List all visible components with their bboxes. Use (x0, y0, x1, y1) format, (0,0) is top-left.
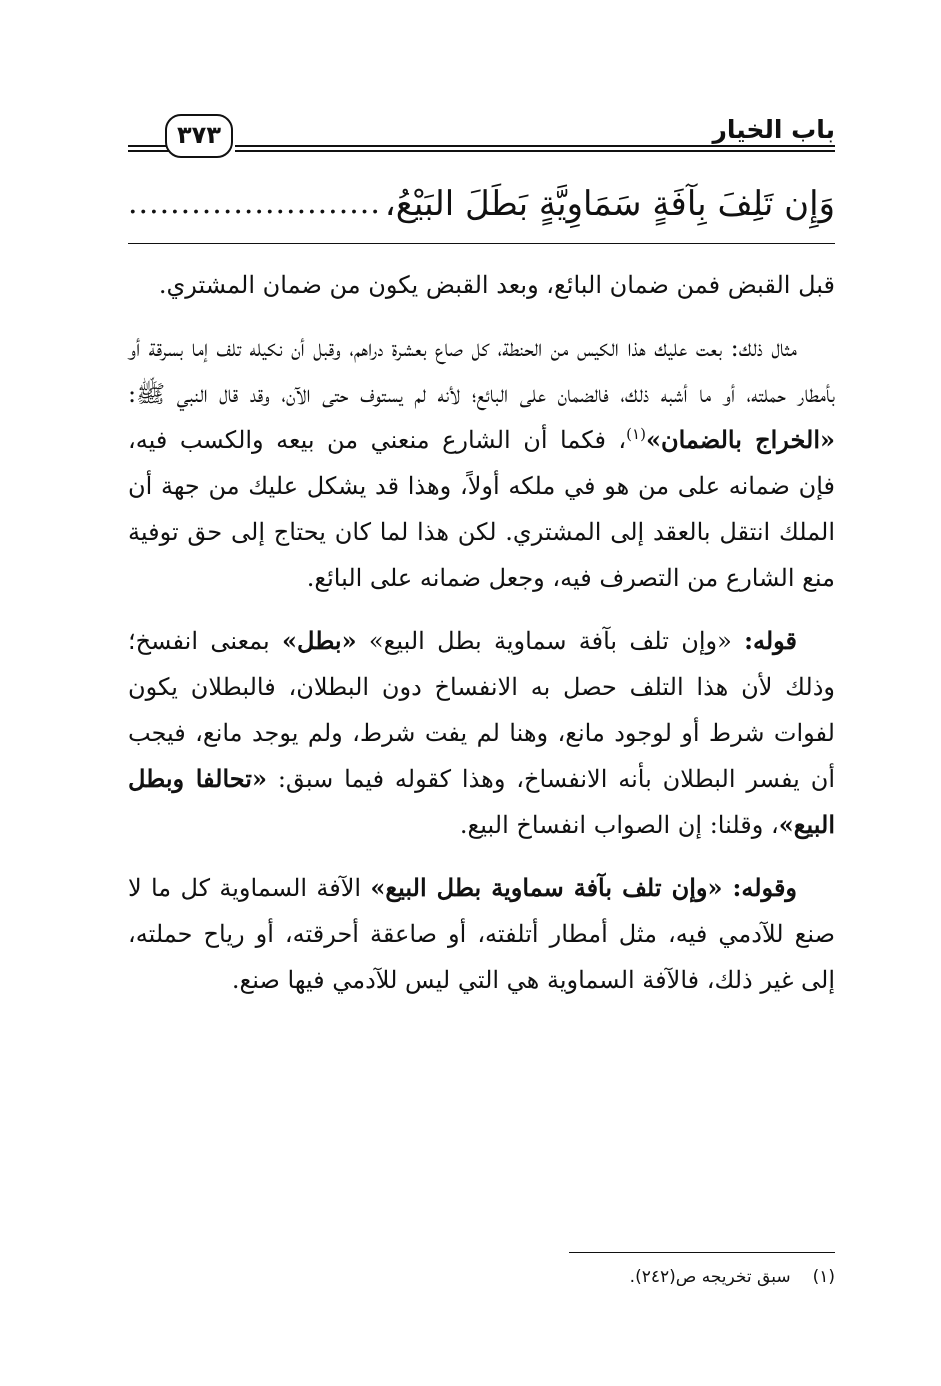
chapter-title: باب الخيار (712, 115, 835, 144)
paragraph-3-bold-word: «بطل» (282, 626, 357, 655)
footnote-1 (630, 1262, 835, 1292)
paragraph-1-text: قبل القبض فمن ضمان البائع، وبعد القبض يكون من ضمان المشتري. (158, 271, 835, 299)
footnote-marker: (١) (812, 1267, 835, 1287)
hadith-quote: «الخراج بالضمان» (645, 425, 835, 454)
footnote-text: سبق تخريجه ص(٢٤٢). (629, 1267, 791, 1287)
paragraph-3-part1: «وإن تلف بآفة سماوية بطل البيع» (356, 627, 745, 655)
paragraph-2-part1: مثال ذلك: بعت عليك هذا الكيس من الحنطة، كل صاع بعشرة دراهم، وقبل أن نكيله تلف إما بسرقة أو بأمطار حملته، أو ما أشبه ذلك، فالضمان على البائع؛ لأنه لم يستوف حتى الآن، وقد قال النبي ﷺ: (128, 334, 835, 408)
matn-line (128, 180, 835, 230)
paragraph-4-quote: «وإن تلف بآفة سماوية بطل البيع» (370, 873, 733, 902)
paragraph-3-lead: قوله: (744, 626, 798, 655)
commentary-body (128, 262, 835, 1020)
paragraph-2-part2: ، فكما أن الشارع منعني من بيعه والكسب فيه، فإن ضمانه على من هو في ملكه أولاً، وهذا قد يشكل عليك من جهة أن الملك انتقل بالعقد إلى المشتري. لكن هذا لما كان يحتاج إلى حق توفية منع الشارع من التصرف فيه، وجعل ضمانه على البائع. (128, 426, 835, 592)
paragraph-3-part3: ، وقلنا: إن الصواب انفساخ البيع. (459, 811, 779, 839)
footnote-reference[interactable]: (١) (626, 425, 646, 443)
paragraph-3-quote: «تحالفا وبطل البيع» (128, 764, 835, 839)
paragraph-4 (128, 865, 835, 1003)
paragraph-4-lead: وقوله: (732, 873, 798, 902)
matn-dots: ........................ (128, 186, 381, 221)
paragraph-3-part2: بمعنى انفسخ؛ وذلك لأن هذا التلف حصل به الانفساخ دون البطلان، فالبطلان يكون لفوات شرط أو لوجود مانع، وهنا لم يفت شرط، ولم يوجد مانع، فيجب أن يفسر البطلان بأنه الانفساخ، وهذا كقوله فيما سبق: (128, 627, 836, 793)
paragraph-1 (128, 262, 835, 308)
matn-separator (128, 243, 835, 244)
paragraph-2 (128, 325, 835, 601)
header-double-rule (235, 145, 835, 152)
paragraph-3 (128, 618, 835, 848)
matn-text: وَإِن تَلِفَ بِآفَةٍ سَمَاوِيَّةٍ بَطَلَ البَيْعُ، (384, 184, 835, 224)
footnote-separator (569, 1252, 835, 1253)
page-number: ٣٧٣ (165, 114, 233, 158)
paragraph-4-part1: الآفة السماوية كل ما لا صنع للآدمي فيه، مثل أمطار أتلفته، أو صاعقة أحرقته، أو رياح حملته، إلى غير ذلك، فالآفة السماوية هي التي ليس للآدمي فيها صنع. (128, 874, 835, 994)
